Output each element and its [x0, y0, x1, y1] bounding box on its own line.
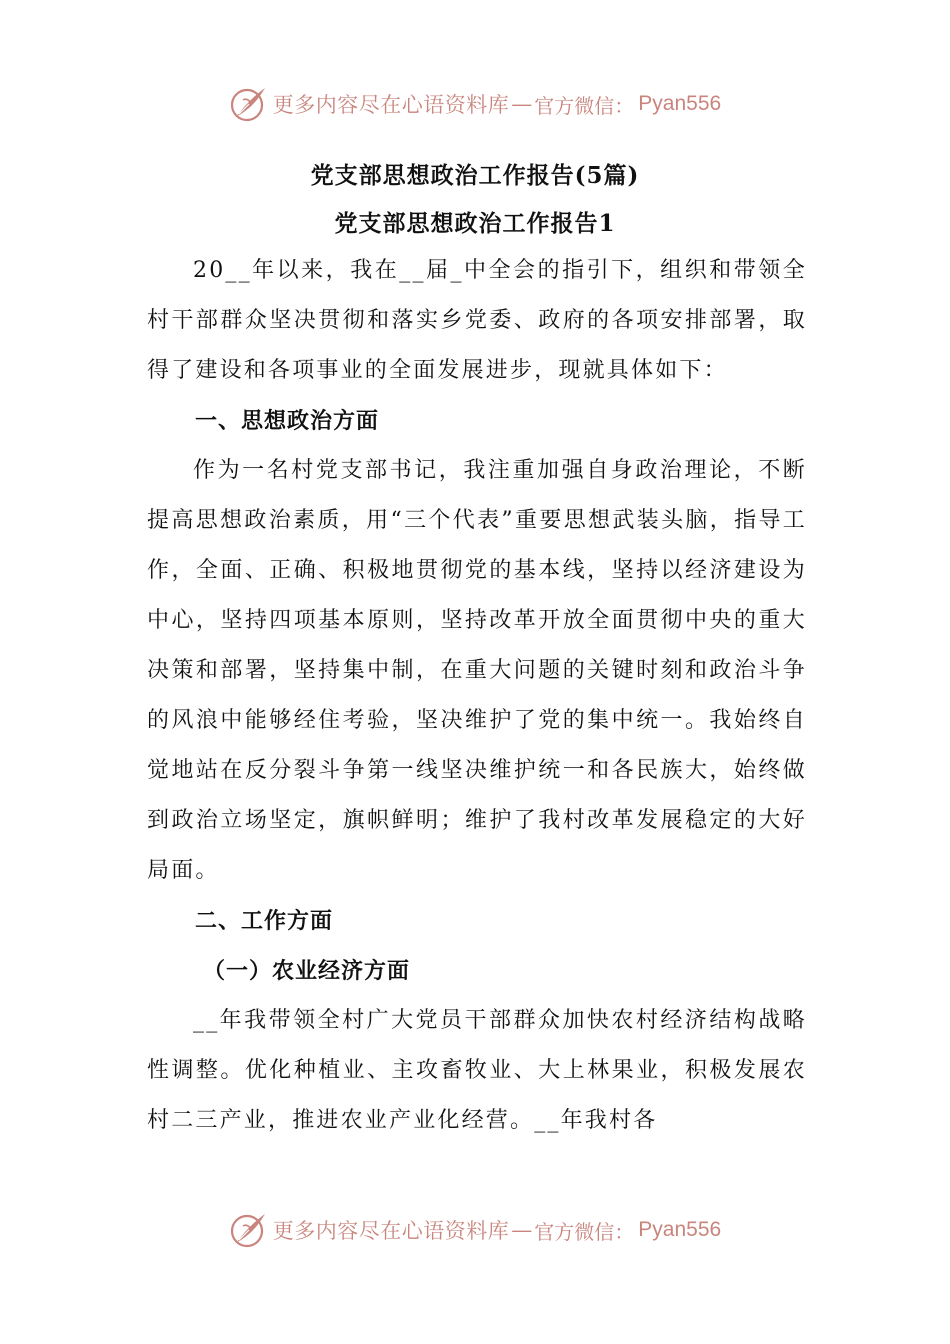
document-title: 党支部思想政治工作报告(5篇) — [310, 162, 640, 189]
watermark-banner-bottom — [0, 1210, 950, 1250]
watermark-separator: — — [511, 92, 533, 116]
section-heading-work: 二、工作方面 — [195, 908, 334, 934]
watermark-wechat-label: 官方微信： — [534, 1219, 635, 1244]
watermark-wechat-id: Pyan556 — [638, 92, 722, 115]
watermark-wechat-label: 官方微信： — [534, 93, 635, 118]
paragraph-ideology: 作为一名村党支部书记，我注重加强自身政治理论，不断提高思想政治素质，用“三个代表”重要思想武装头脑，指导工作，全面、正确、积极地贯彻党的基本线，坚持以经济建设为中心，坚持四项基本原则，坚持改革开放全面贯彻中央的重大决策和部署，坚持集中制，在重大问题的关键时刻和政治斗争的风浪中能够经住考验，坚决维护了党的集中统一。我始终自觉地站在反分裂斗争第一线坚决维护统一和各民族大，始终做到政治立场坚定，旗帜鲜明；维护了我村改革发展稳定的大好局面。 — [147, 458, 807, 883]
quill-logo-icon — [229, 84, 269, 124]
watermark-text: 更多内容尽在心语资料库 — [272, 1219, 510, 1243]
watermark-separator: — — [511, 1218, 533, 1242]
watermark-wechat-id: Pyan556 — [638, 1218, 722, 1241]
section-heading-ideology: 一、思想政治方面 — [195, 408, 380, 434]
watermark-banner-top — [0, 84, 950, 124]
paragraph-agriculture: __年我带领全村广大党员干部群众加快农村经济结构战略性调整。优化种植业、主攻畜牧业、大上林果业，积极发展农村二三产业，推进农业产业化经营。__年我村各 — [147, 1008, 807, 1133]
quill-logo-icon — [229, 1210, 269, 1250]
paragraph-intro: 20__年以来，我在__届_中全会的指引下，组织和带领全村干部群众坚决贯彻和落实乡党委、政府的各项安排部署，取得了建设和各项事业的全面发展进步，现就具体如下： — [147, 258, 807, 383]
watermark-text: 更多内容尽在心语资料库 — [272, 93, 510, 117]
document-subtitle: 党支部思想政治工作报告1 — [334, 210, 616, 237]
subsection-heading-agriculture: （一）农业经济方面 — [203, 958, 411, 984]
document-body — [147, 246, 807, 1146]
